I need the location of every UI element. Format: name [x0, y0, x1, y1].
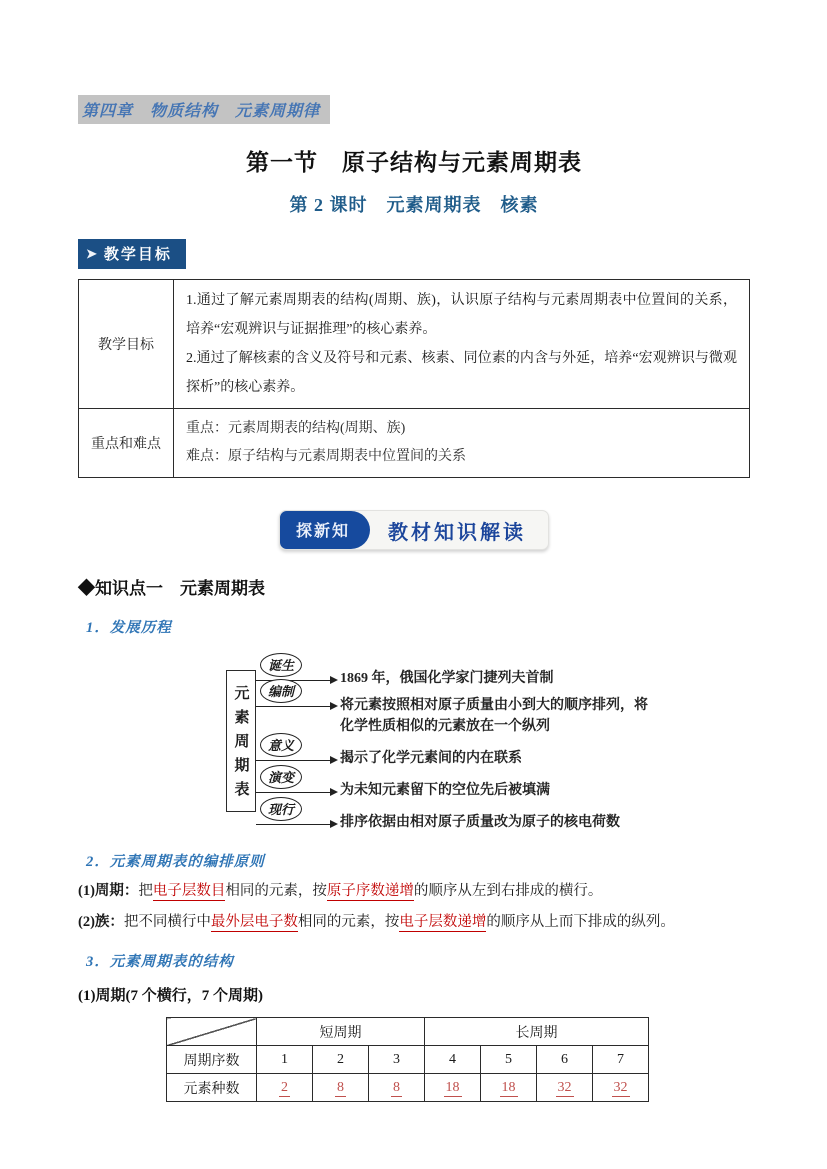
chapter-header: 第四章 物质结构 元素周期律	[78, 95, 330, 124]
objective-line: 2.通过了解核素的含义及符号和元素、核素、同位素的内含与外延，培养“宏观辨识与微观探析”的核心素养。	[186, 351, 737, 395]
branch-connector	[256, 738, 336, 769]
table-row	[167, 1074, 649, 1102]
section-banner-title: 教材知识解读	[388, 521, 526, 544]
objectives-table	[78, 279, 750, 478]
branch-text: 将元素按照相对原子质量由小到大的顺序排列，将化学性质相似的元素放在一个纵列	[340, 698, 648, 734]
objectives-row-label: 教学目标	[79, 280, 174, 409]
element-count-value: 8	[393, 1079, 400, 1095]
element-count-cell	[369, 1074, 425, 1102]
branch-text: 揭示了化学元素间的内在联系	[340, 751, 522, 766]
period-rule-paragraph	[78, 880, 750, 902]
element-count-cell	[593, 1074, 649, 1102]
arrowhead-icon	[330, 820, 338, 828]
element-count-cell	[313, 1074, 369, 1102]
element-count-cell	[537, 1074, 593, 1102]
knowledge-point-heading: ◆知识点一 元素周期表	[78, 579, 265, 598]
periodic-table-box-label: 元素周期表	[226, 670, 256, 812]
oval-tag-significance: 意义	[260, 733, 302, 757]
teaching-objectives-badge	[78, 239, 186, 269]
diagram-branches	[256, 649, 648, 833]
oval-tag-birth: 诞生	[260, 653, 302, 677]
arrowhead-icon	[330, 788, 338, 796]
short-period-group-header: 短周期	[257, 1018, 425, 1046]
branch-connector	[256, 684, 336, 737]
development-history-diagram	[226, 649, 750, 833]
table-row	[167, 1018, 649, 1046]
arrow-right-icon: ➤	[86, 245, 97, 261]
oval-tag-evolution: 演变	[260, 765, 302, 789]
connector-line	[256, 824, 335, 825]
diagonal-header-cell	[167, 1018, 257, 1046]
table-row	[167, 1046, 649, 1074]
oval-tag-current: 现行	[260, 797, 302, 821]
group-rule-paragraph	[78, 911, 750, 933]
table-row	[79, 409, 750, 478]
group-rule-text: 相同的元素，按	[297, 914, 400, 930]
difficulty-line: 难点：原子结构与元素周期表中位置间的关系	[186, 449, 466, 464]
period-number-cell: 2	[313, 1046, 369, 1074]
section-banner-wrap	[78, 510, 750, 550]
arrowhead-icon	[330, 676, 338, 684]
element-count-row-header: 元素种数	[167, 1074, 257, 1102]
lesson-subtitle: 第 2 课时 元素周期表 核素	[289, 195, 539, 215]
diagram-branch	[256, 658, 648, 689]
keyword-outermost-electrons: 最外层电子数	[210, 914, 298, 930]
period-rule-lead: (1)周期：	[78, 883, 139, 899]
group-rule-lead: (2)族：	[78, 914, 124, 930]
branch-text: 排序依据由相对原子质量改为原子的核电荷数	[340, 815, 620, 830]
element-count-value: 32	[613, 1079, 628, 1095]
element-count-value: 18	[501, 1079, 516, 1095]
page-title: 第一节 原子结构与元素周期表	[246, 150, 582, 175]
arrowhead-icon	[330, 756, 338, 764]
arrowhead-icon	[330, 702, 338, 710]
diagram-branch	[256, 738, 648, 769]
focus-row-label: 重点和难点	[79, 409, 174, 478]
element-count-cell	[425, 1074, 481, 1102]
element-count-value: 2	[281, 1079, 288, 1095]
period-number-cell: 1	[257, 1046, 313, 1074]
teaching-objectives-badge-label: 教学目标	[103, 246, 172, 263]
section-banner	[279, 510, 549, 550]
structure-heading: 3．元素周期表的结构	[86, 954, 234, 970]
element-count-value: 32	[557, 1079, 572, 1095]
period-rule-text: 相同的元素，按	[225, 883, 327, 899]
long-period-group-header: 长周期	[425, 1018, 649, 1046]
diagram-branch	[256, 684, 648, 737]
group-rule-text: 的顺序从上而下排成的纵列。	[486, 914, 675, 930]
oval-tag-compilation: 编制	[260, 679, 302, 703]
branch-connector	[256, 802, 336, 833]
period-number-cell: 7	[593, 1046, 649, 1074]
element-count-value: 18	[445, 1079, 460, 1095]
history-heading: 1．发展历程	[86, 620, 172, 636]
keyword-electron-shells: 电子层数目	[152, 883, 226, 899]
element-count-cell	[481, 1074, 537, 1102]
connector-line	[256, 706, 335, 707]
connector-line	[256, 792, 335, 793]
focus-row-content	[174, 409, 750, 478]
table-row	[79, 280, 750, 409]
objective-line: 1.通过了解元素周期表的结构(周期、族)，认识原子结构与元素周期表中位置间的关系，培养“宏观辨识与证据推理”的核心素养。	[186, 293, 737, 337]
branch-text: 为未知元素留下的空位先后被填满	[340, 783, 550, 798]
branch-text: 1869 年，俄国化学家门捷列夫首制	[340, 671, 554, 686]
diagram-branch	[256, 770, 648, 801]
period-number-cell: 6	[537, 1046, 593, 1074]
diagram-branch	[256, 802, 648, 833]
branch-connector	[256, 770, 336, 801]
element-count-cell	[257, 1074, 313, 1102]
keyword-atomic-number-increase: 原子序数递增	[326, 883, 414, 899]
period-number-cell: 3	[369, 1046, 425, 1074]
period-rule-text: 的顺序从左到右排成的横行。	[413, 883, 603, 899]
objectives-row-content	[174, 280, 750, 409]
explore-tab-badge: 探新知	[280, 511, 370, 549]
principles-heading: 2．元素周期表的编排原则	[86, 854, 265, 870]
element-count-value: 8	[337, 1079, 344, 1095]
period-number-row-header: 周期序数	[167, 1046, 257, 1074]
periods-table	[166, 1017, 649, 1102]
keyword-shell-number-increase: 电子层数递增	[399, 914, 487, 930]
group-rule-text: 把不同横行中	[123, 914, 211, 930]
focus-line: 重点：元素周期表的结构(周期、族)	[186, 421, 406, 436]
period-rule-text: 把	[138, 883, 153, 899]
period-subheading: (1)周期(7 个横行，7 个周期)	[78, 988, 263, 1004]
period-number-cell: 4	[425, 1046, 481, 1074]
period-number-cell: 5	[481, 1046, 537, 1074]
connector-line	[256, 760, 335, 761]
